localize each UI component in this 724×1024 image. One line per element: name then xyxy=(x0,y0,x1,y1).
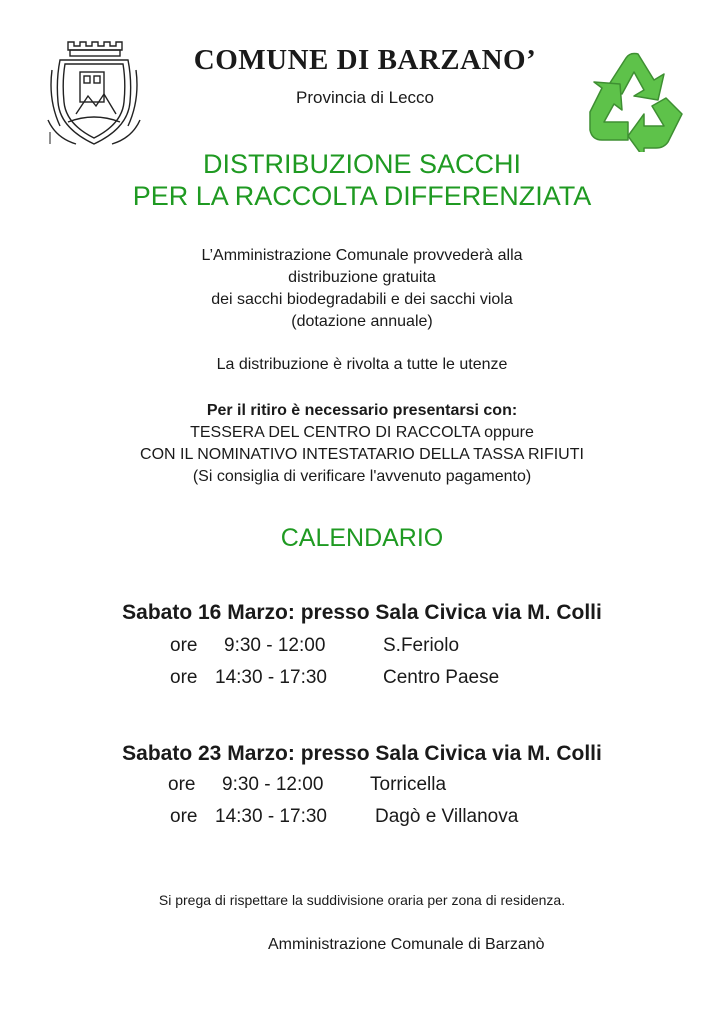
slot-time: 9:30 - 12:00 xyxy=(222,774,324,795)
slot-prefix: ore xyxy=(170,667,198,688)
day-heading: Sabato 23 Marzo: presso Sala Civica via M. Colli xyxy=(122,742,602,765)
slot-time: 9:30 - 12:00 xyxy=(224,635,326,656)
slot-time: 14:30 - 17:30 xyxy=(215,667,327,688)
slot-zone: S.Feriolo xyxy=(383,635,460,656)
time-slot xyxy=(0,667,724,693)
calendar-title: CALENDARIO xyxy=(280,524,444,552)
requirements-line: TESSERA DEL CENTRO DI RACCOLTA oppure xyxy=(190,424,534,441)
page-title: COMUNE DI BARZANO’ xyxy=(193,44,537,76)
slot-prefix: ore xyxy=(170,806,198,827)
main-title xyxy=(40,148,684,212)
intro-paragraph xyxy=(80,245,644,333)
requirements-heading: Per il ritiro è necessario presentarsi con: xyxy=(206,402,518,419)
main-title-line2: PER LA RACCOLTA DIFFERENZIATA xyxy=(132,181,592,211)
intro-line: (dotazione annuale) xyxy=(291,313,433,330)
slot-prefix: ore xyxy=(168,774,196,795)
requirements-line: (Si consiglia di verificare l'avvenuto pagamento) xyxy=(192,468,532,485)
intro-line: distribuzione gratuita xyxy=(288,269,436,286)
day-heading: Sabato 16 Marzo: presso Sala Civica via M. Colli xyxy=(122,601,602,624)
slot-zone: Centro Paese xyxy=(383,667,500,688)
time-slot xyxy=(0,635,724,661)
requirements-line: CON IL NOMINATIVO INTESTATARIO DELLA TASSA RIFIUTI xyxy=(140,446,584,463)
slot-time: 14:30 - 17:30 xyxy=(215,806,327,827)
time-slot xyxy=(0,806,724,832)
intro-line: dei sacchi biodegradabili e dei sacchi viola xyxy=(211,291,513,308)
slot-zone: Torricella xyxy=(370,774,447,795)
closing-note: Si prega di rispettare la suddivisione oraria per zona di residenza. xyxy=(158,892,566,908)
slot-zone: Dagò e Villanova xyxy=(375,806,519,827)
main-title-line1: DISTRIBUZIONE SACCHI xyxy=(202,149,522,179)
intro-line: L’Amministrazione Comunale provvederà alla xyxy=(201,247,523,264)
audience-text: La distribuzione è rivolta a tutte le utenze xyxy=(216,356,508,373)
signature: Amministrazione Comunale di Barzanò xyxy=(268,936,545,953)
province-subtitle: Provincia di Lecco xyxy=(296,88,434,107)
time-slot xyxy=(0,774,724,800)
recycle-icon xyxy=(584,48,692,152)
requirements-block xyxy=(60,400,664,488)
slot-prefix: ore xyxy=(170,635,198,656)
municipal-crest-icon xyxy=(46,40,142,148)
